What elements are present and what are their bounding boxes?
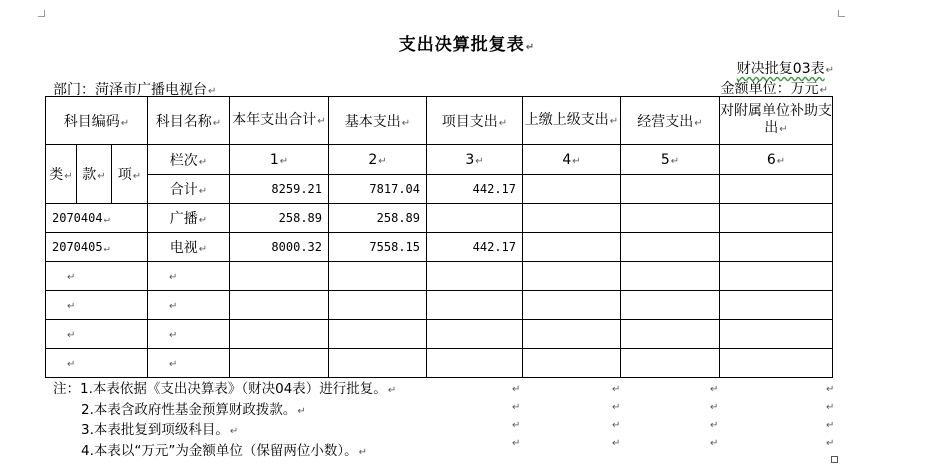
- empty-cell: [230, 262, 329, 291]
- subject-code: 2070404↵: [46, 204, 148, 233]
- paragraph-mark: ↵: [612, 402, 621, 413]
- paragraph-mark: ↵: [710, 420, 719, 431]
- header-subsidy-expenditure: 对附属单位补助支出↵: [720, 97, 833, 145]
- empty-cell: [427, 320, 523, 349]
- paragraph-mark: ↵: [512, 384, 521, 395]
- empty-cell: [427, 291, 523, 320]
- empty-cell: ↵: [46, 349, 148, 378]
- empty-row: [46, 291, 833, 320]
- total-value: 7817.04: [329, 175, 427, 204]
- column-index-1: 1↵: [230, 145, 329, 175]
- row-value: [523, 233, 621, 262]
- empty-cell: [427, 349, 523, 378]
- header-kuan: 款↵: [77, 145, 112, 204]
- row-value: 258.89: [329, 204, 427, 233]
- empty-cell: [621, 349, 720, 378]
- subject-code: 2070405↵: [46, 233, 148, 262]
- empty-row: [46, 349, 833, 378]
- note-line: 4.本表以“万元”为金额单位（保留两位小数）。↵: [81, 442, 368, 459]
- total-value: [523, 175, 621, 204]
- empty-cell: ↵: [148, 262, 230, 291]
- empty-cell: [720, 320, 833, 349]
- total-value: 8259.21: [230, 175, 329, 204]
- empty-cell: [329, 349, 427, 378]
- row-value: 442.17: [427, 233, 523, 262]
- column-index-5: 5↵: [621, 145, 720, 175]
- column-index-3: 3↵: [427, 145, 523, 175]
- empty-cell: [427, 262, 523, 291]
- header-subject-code: 科目编码↵: [46, 97, 148, 145]
- empty-cell: [230, 291, 329, 320]
- empty-cell: [523, 320, 621, 349]
- row-value: 7558.15: [329, 233, 427, 262]
- note-line: 2.本表含政府性基金预算财政拨款。↵: [81, 401, 306, 418]
- header-basic-expenditure: 基本支出↵: [329, 97, 427, 145]
- row-value: [720, 204, 833, 233]
- column-index-6: 6↵: [720, 145, 833, 175]
- row-value: [523, 204, 621, 233]
- empty-cell: ↵: [148, 320, 230, 349]
- paragraph-mark: ↵: [710, 384, 719, 395]
- paragraph-mark: ↵: [512, 438, 521, 449]
- table-row: [46, 233, 833, 262]
- paragraph-mark: ↵: [710, 438, 719, 449]
- empty-cell: ↵: [148, 349, 230, 378]
- end-of-cell-marker: [831, 456, 838, 463]
- empty-cell: [523, 262, 621, 291]
- row-value: [621, 233, 720, 262]
- paragraph-mark: ↵: [612, 384, 621, 395]
- empty-cell: [329, 291, 427, 320]
- column-index-4: 4↵: [523, 145, 621, 175]
- empty-cell: [720, 262, 833, 291]
- paragraph-mark: ↵: [612, 420, 621, 431]
- header-project-expenditure: 项目支出↵: [427, 97, 523, 145]
- row-value: 258.89: [230, 204, 329, 233]
- empty-cell: [720, 349, 833, 378]
- total-row: [46, 175, 833, 204]
- header-total-expenditure: 本年支出合计↵: [230, 97, 329, 145]
- note-line: 注：1.本表依据《支出决算表》（财决04表）进行批复。↵: [53, 381, 397, 397]
- paragraph-mark: ↵: [512, 420, 521, 431]
- empty-cell: [523, 291, 621, 320]
- empty-cell: [621, 262, 720, 291]
- empty-cell: ↵: [46, 320, 148, 349]
- expenditure-approval-table: [45, 96, 833, 378]
- empty-row: [46, 262, 833, 291]
- total-value: [621, 175, 720, 204]
- empty-cell: [329, 262, 427, 291]
- page-corner-marker: [838, 10, 845, 17]
- header-lei: 类↵: [46, 145, 77, 204]
- empty-cell: [329, 320, 427, 349]
- paragraph-mark: ↵: [826, 384, 835, 395]
- empty-cell: ↵: [46, 262, 148, 291]
- column-index-label: 栏次↵: [148, 145, 230, 175]
- header-upper-expenditure: 上缴上级支出↵: [523, 97, 621, 145]
- empty-cell: [230, 349, 329, 378]
- header-subject-name: 科目名称↵: [148, 97, 230, 145]
- empty-cell: [621, 291, 720, 320]
- paragraph-mark: ↵: [512, 402, 521, 413]
- empty-cell: ↵: [46, 291, 148, 320]
- page-corner-marker: [38, 10, 45, 17]
- subject-name: 电视↵: [148, 233, 230, 262]
- row-value: [621, 204, 720, 233]
- paragraph-mark: ↵: [826, 420, 835, 431]
- empty-cell: [621, 320, 720, 349]
- form-number: 财决批复03表↵: [736, 61, 834, 77]
- subject-name: 广播↵: [148, 204, 230, 233]
- header-business-expenditure: 经营支出↵: [621, 97, 720, 145]
- row-value: 8000.32: [230, 233, 329, 262]
- paragraph-mark: ↵: [710, 402, 719, 413]
- paragraph-mark: ↵: [826, 438, 835, 449]
- page-title: 支出决算批复表↵: [398, 35, 536, 55]
- empty-cell: ↵: [148, 291, 230, 320]
- total-value: [720, 175, 833, 204]
- header-xiang: 项↵: [112, 145, 148, 204]
- paragraph-mark: ↵: [612, 438, 621, 449]
- column-index-2: 2↵: [329, 145, 427, 175]
- row-value: [427, 204, 523, 233]
- empty-cell: [523, 349, 621, 378]
- total-label: 合计↵: [148, 175, 230, 204]
- department-label: 部门：菏泽市广播电视台↵: [53, 82, 217, 98]
- paragraph-mark: ↵: [826, 402, 835, 413]
- table-row: [46, 204, 833, 233]
- row-value: [720, 233, 833, 262]
- empty-row: [46, 320, 833, 349]
- table-notes: [53, 380, 396, 462]
- unit-label: 金额单位：万元↵: [720, 81, 828, 97]
- empty-cell: [720, 291, 833, 320]
- note-line: 3.本表批复到项级科目。↵: [81, 422, 239, 438]
- empty-cell: [230, 320, 329, 349]
- total-value: 442.17: [427, 175, 523, 204]
